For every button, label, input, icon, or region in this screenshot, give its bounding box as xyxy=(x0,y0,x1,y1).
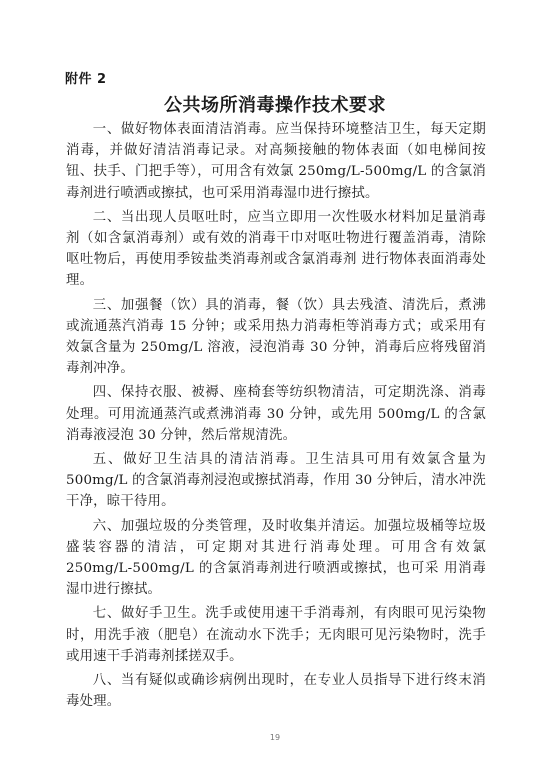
paragraph-8: 八、当有疑似或确诊病例出现时，在专业人员指导下进行终末消毒处理。 xyxy=(66,673,486,710)
paragraph-2: 二、当出现人员呕吐时，应当立即用一次性吸水材料加足量消毒剂（如含氯消毒剂）或有效的消毒干巾对呕吐物进行覆盖消毒，清除呕吐物后，再使用季铵盐类消毒剂或含氯消毒剂 进行物体表面消毒处理。 xyxy=(66,209,486,289)
paragraph-7: 七、做好手卫生。洗手或使用速干手消毒剂，有肉眼可见污染物时，用洗手液（肥皂）在流动水下洗手；无肉眼可见污染物时，洗手或用速干手消毒剂揉搓双手。 xyxy=(66,606,486,664)
page-title: 公共场所消毒操作技术要求 xyxy=(164,95,386,116)
document-body xyxy=(66,119,486,715)
attachment-label: 附件 2 xyxy=(65,72,107,87)
page-number: 19 xyxy=(269,733,281,742)
paragraph-6: 六、加强垃圾的分类管理，及时收集并清运。加强垃圾桶等垃圾盛装容器的清洁，可定期对其进行消毒处理。可用含有效氯 250mg/L-500mg/L 的含氯消毒剂进行喷洒或擦拭，也可采 用消毒湿巾进行擦拭。 xyxy=(66,518,486,598)
paragraph-1: 一、做好物体表面清洁消毒。应当保持环境整洁卫生，每天定期消毒，并做好清洁消毒记录。对高频接触的物体表面（如电梯间按钮、扶手、门把手等），可用含有效氯 250mg/L-500mg/L 的含氯消毒剂进行喷洒或擦拭，也可采用消毒湿巾进行擦拭。 xyxy=(66,122,486,201)
paragraph-4: 四、保持衣服、被褥、座椅套等纺织物清洁，可定期洗涤、消毒处理。可用流通蒸汽或煮沸消毒 30 分钟，或先用 500mg/L 的含氯消毒液浸泡 30 分钟，然后常规清洗。 xyxy=(66,385,486,443)
paragraph-5: 五、做好卫生洁具的清洁消毒。卫生洁具可用有效氯含量为 500mg/L 的含氯消毒剂浸泡或擦拭消毒，作用 30 分钟后，清水冲洗干净，晾干待用。 xyxy=(66,452,486,510)
paragraph-3: 三、加强餐（饮）具的消毒，餐（饮）具去残渣、清洗后，煮沸或流通蒸汽消毒 15 分钟；或采用热力消毒柜等消毒方式；或采用有效氯含量为 250mg/L 溶液，浸泡消毒 30 分钟，消毒后应将残留消毒剂冲净。 xyxy=(66,297,486,377)
